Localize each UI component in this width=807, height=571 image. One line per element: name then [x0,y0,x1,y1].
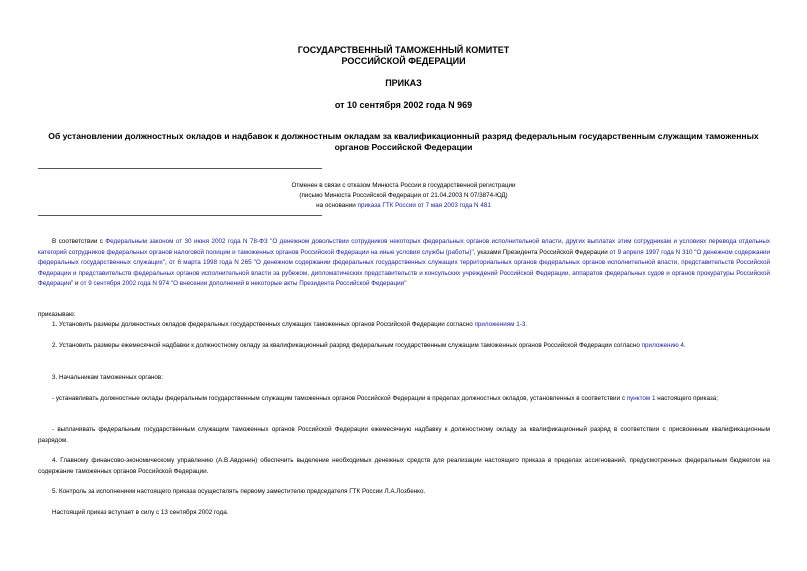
cancellation-order-link[interactable]: приказа ГТК России от 7 мая 2003 года N 481 [357,202,491,209]
preamble-text-4: и [73,280,81,287]
preamble-text-2: , указами Президента Российской Федерации [473,248,610,256]
document-title-line1: Об установлении должностных окладов и надбавок к должностным окладам за квалификационный разряд федеральным государственным служащим таможенных [48,131,759,141]
item-2-text: 2. Установить размеры ежемесячной надбавки к должностному окладу за квалификационный разряд федеральным государственным служащим таможенных органов Российской Федерации согласно [52,342,642,349]
item-3a-end: настоящего приказа; [655,395,719,402]
decree-974-link[interactable]: от 9 сентября 2002 года N 974 "О внесении дополнений в некоторые акты Президента Российской Федерации" [80,280,407,287]
effective-date-note: Настоящий приказ вступает в силу с 13 сентября 2002 года. [52,509,229,516]
order-word: приказываю: [38,311,76,318]
appendices-1-3-link[interactable]: приложениям 1-3 [474,321,526,328]
preamble-text-1: В соответствии с [52,238,106,245]
item-1 [52,320,770,331]
item-2-end: . [683,342,686,349]
cancellation-note-line1: Отменен в связи с отказом Минюста России в государственной регистрации [291,182,516,189]
federal-law-link[interactable]: Федеральным законом от 30 июня 2002 года N 78-ФЗ "О денежном довольствии сотрудников некоторых федеральных органов исполнительной власти, других выплатах этим сотрудникам и условиях перевода отдельных категорий сотрудников федеральных органов налоговой полиции и таможенных органов Российской Федерации на иные условия службы (работы)" [38,238,771,256]
item-3-sub-b: - выплачивать федеральным государственным служащим таможенных органов Российской Федерации ежемесячную надбавку к должностному окладу за квалификационный разряд в соответствии с присвоенным квалификационным разрядом. [38,426,770,444]
preamble-text-3: , [165,259,170,266]
org-name-line2: РОССИЙСКОЙ ФЕДЕРАЦИИ [341,56,466,66]
appendix-4-link[interactable]: приложению 4 [641,342,684,349]
item-1-text: 1. Установить размеры должностных окладов федеральных государственных служащих таможенных органов Российской Федерации согласно [52,321,475,328]
decree-265-link[interactable]: от 6 марта 1998 года N 265 "О денежном содержании федеральных государственных служащих территориальных органов федеральных органов исполнительной власти, представительств Российской Федерации и представительств федеральных органов исполнительной власти за рубежом, дипломатических представительств и консульских учреждений Российской Федерации, аппаратов федеральных судов и органов прокуратуры Российской Федерации" [38,259,770,287]
item-3-sub-a [38,394,770,405]
item-5: 5. Контроль за исполнением настоящего приказа осуществлять первому заместителю председателя ГТК России Л.А.Лозбенко. [52,488,426,495]
item-2 [38,341,770,352]
bottom-divider [38,215,322,216]
point-1-link[interactable]: пунктом 1 [626,395,656,402]
cancellation-note [0,181,807,211]
document-title-line2: органов Российской Федерации [334,142,473,152]
cancellation-note-line2: (письмо Минюста Российской Федерации от 21.04.2003 N 07/3874-ЮД) [299,192,508,199]
cancellation-note-line3 [0,201,807,211]
top-divider [38,168,322,169]
document-date-number: от 10 сентября 2002 года N 969 [334,100,473,110]
decree-310-link[interactable]: от 9 апреля 1997 года N 310 "О денежном содержании федеральных государственных служащих" [38,248,770,266]
cancellation-note-prefix: на основании [316,202,358,209]
org-name-line1: ГОСУДАРСТВЕННЫЙ ТАМОЖЕННЫЙ КОМИТЕТ [297,45,510,55]
item-3: 3. Начальникам таможенных органов: [52,374,164,381]
preamble-paragraph [38,237,770,290]
item-1-end: . [525,321,528,328]
item-4: 4. Главному финансово-экономическому управлению (А.В.Авдонин) обеспечить выделение необходимых денежных средств для реализации настоящего приказа в пределах ассигнований, предусмотренных федеральным бюджетом на содержание таможенных органов Российской Федерации. [38,457,770,475]
item-3a-text: - устанавливать должностные оклады федеральным государственным служащим таможенных органов Российской Федерации в пределах должностных окладов, установленных в соответствии с [52,395,627,402]
document-type: ПРИКАЗ [385,78,422,88]
